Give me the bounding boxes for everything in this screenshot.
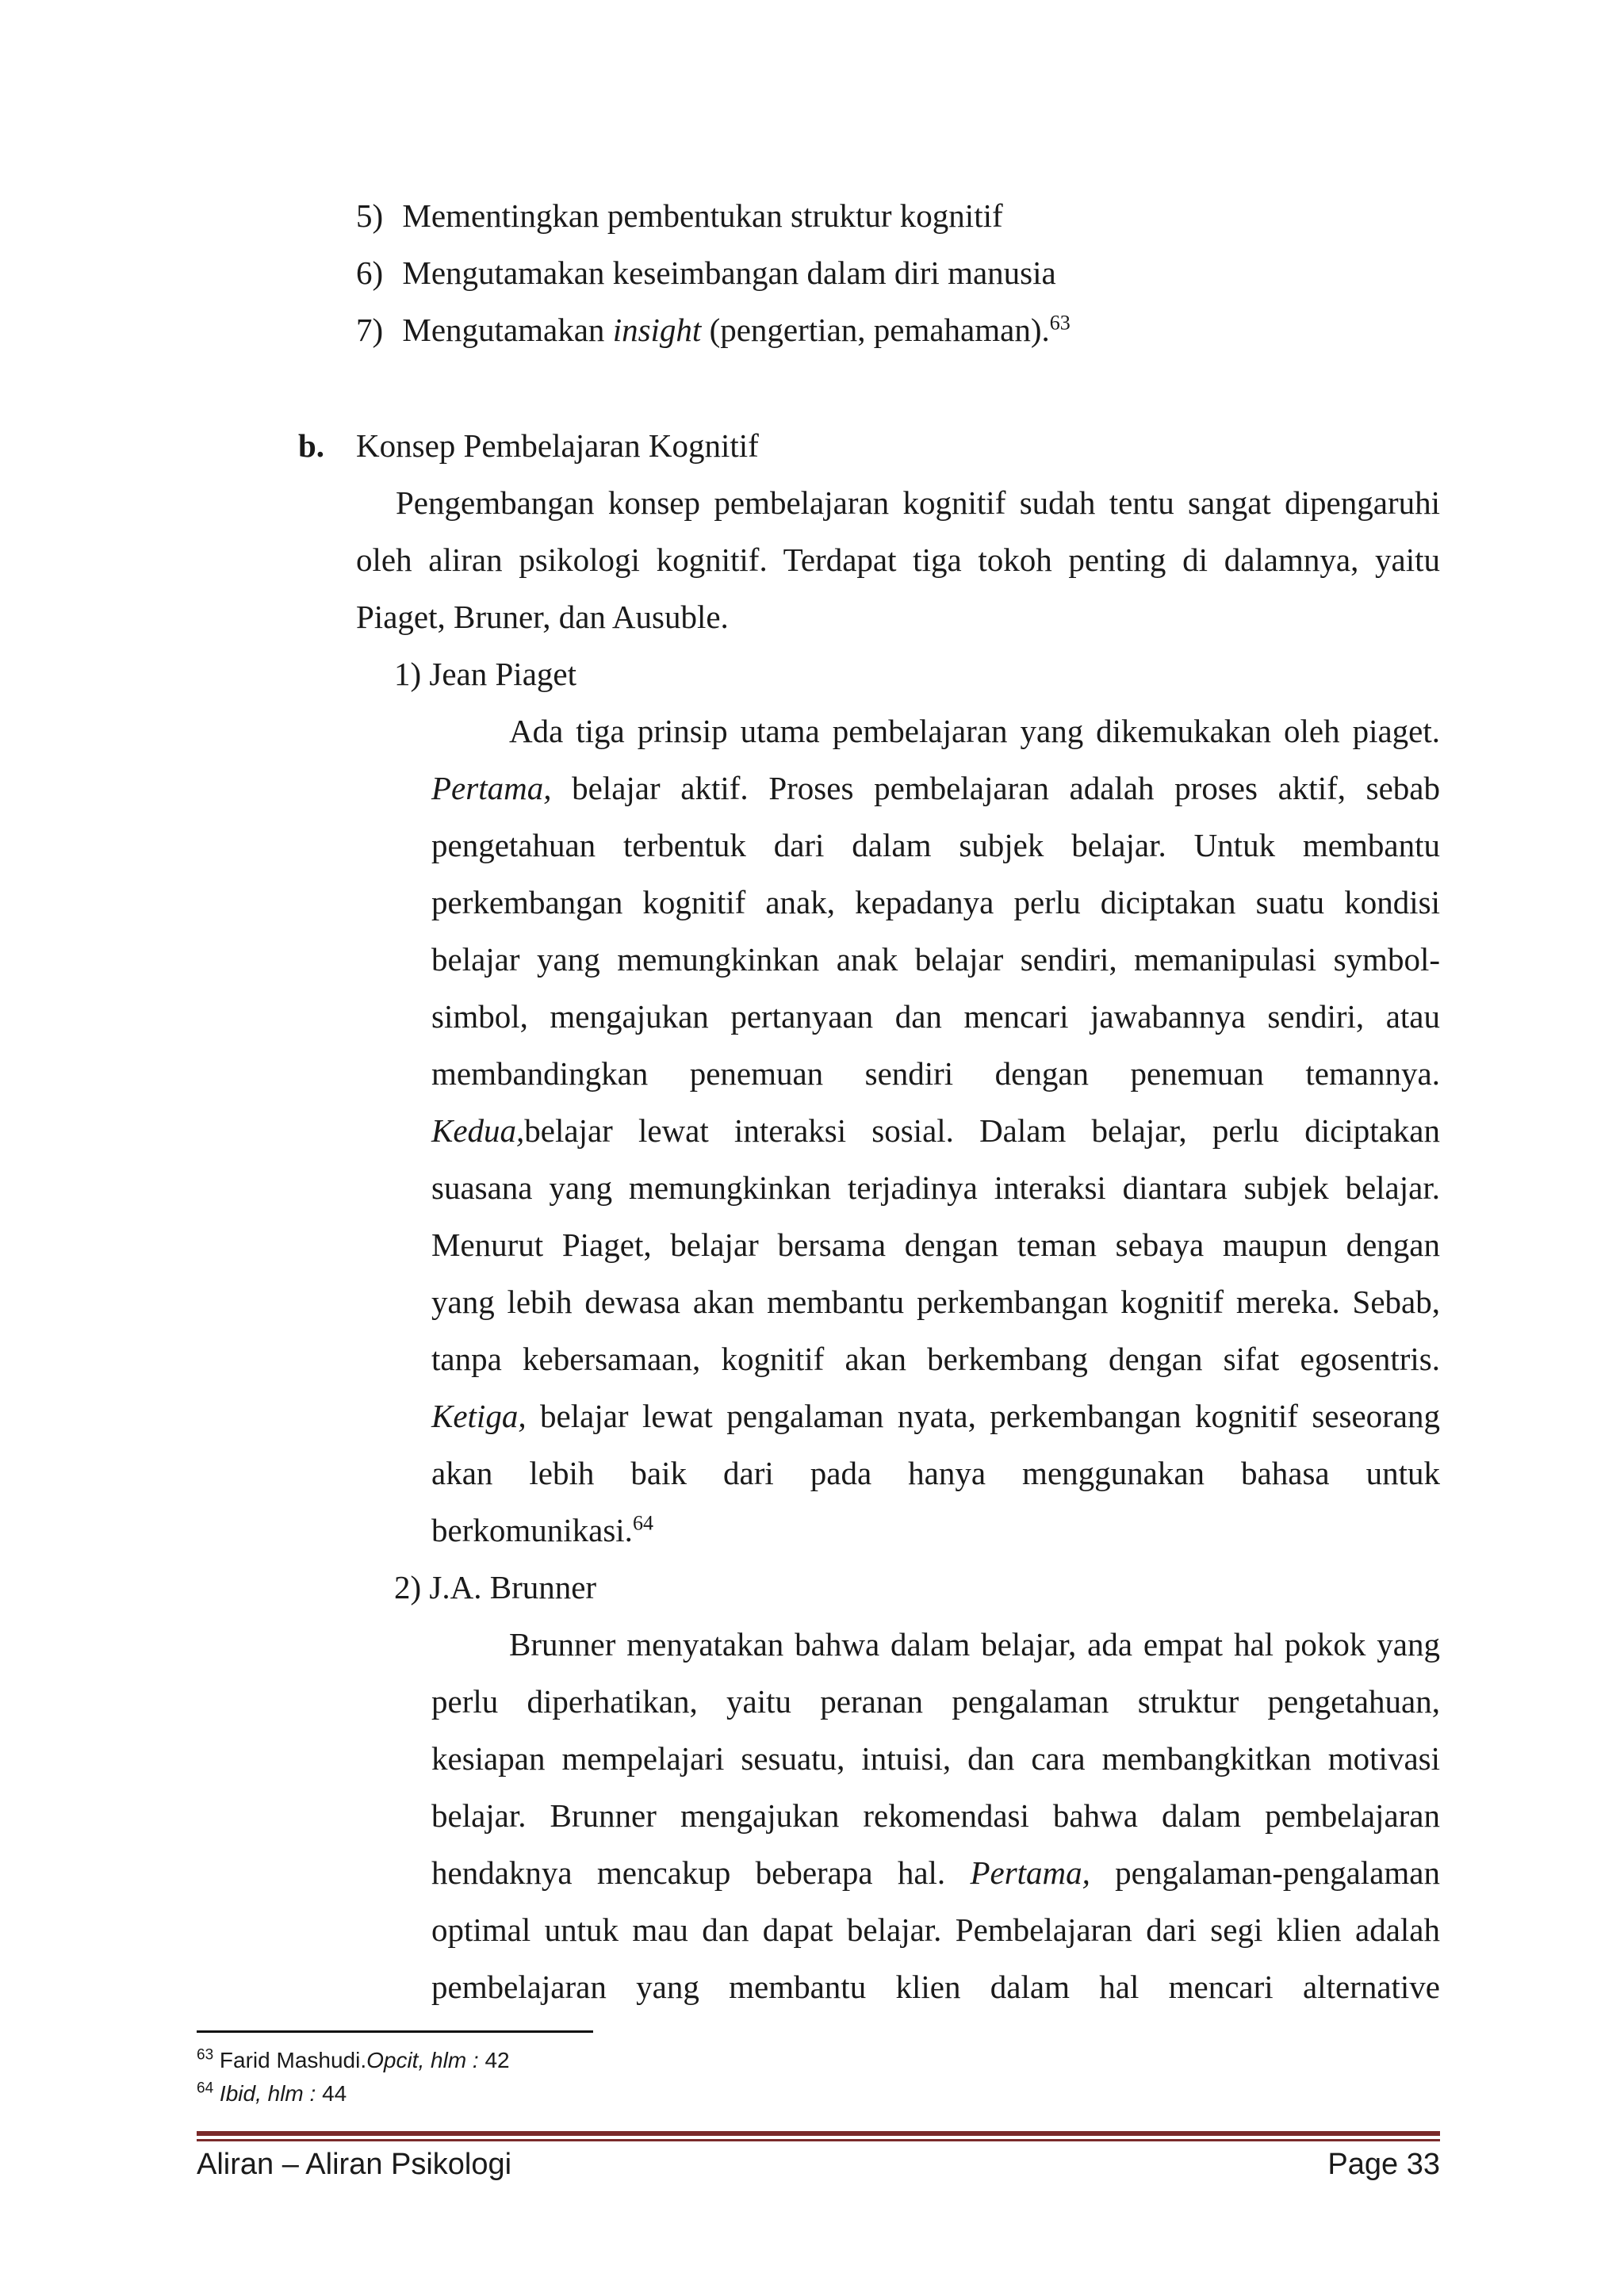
footnote: [197, 2045, 510, 2076]
list-item-text: (pengertian, pemahaman).: [701, 312, 1050, 348]
list-item-text: Mementingkan pembentukan struktur kognitif: [402, 197, 1003, 234]
paragraph-line: optimal untuk mau dan dapat belajar. Pembelajaran dari segi klien adalah: [431, 1911, 1440, 1948]
section-heading: [298, 417, 324, 474]
line-text: berkomunikasi.: [431, 1512, 633, 1548]
paragraph-line: Ada tiga prinsip utama pembelajaran yang dikemukakan oleh piaget.: [509, 713, 1440, 749]
line-text: belajar lewat pengalaman nyata, perkembangan kognitif seseorang: [526, 1398, 1440, 1434]
paragraph-line: Menurut Piaget, belajar bersama dengan teman sebaya maupun dengan: [431, 1226, 1440, 1263]
paragraph-line: [431, 1502, 653, 1559]
list-item: [356, 187, 1003, 244]
paragraph-line: membandingkan penemuan sendiri dengan penemuan temannya.: [431, 1055, 1440, 1092]
line-text: pengalaman-pengalaman: [1090, 1854, 1440, 1891]
section-title-text: Konsep Pembelajaran Kognitif: [356, 427, 759, 464]
paragraph-line: [431, 1102, 1440, 1159]
footnote-text: 44: [322, 2081, 347, 2106]
list-item: [356, 301, 1071, 358]
list-number: 5): [356, 197, 384, 234]
list-number: 6): [356, 254, 384, 291]
footer-title: Aliran – Aliran Psikologi: [197, 2148, 512, 2181]
list-number: 7): [356, 312, 384, 348]
paragraph-line: kesiapan mempelajari sesuatu, intuisi, dan cara membangkitkan motivasi: [431, 1740, 1440, 1777]
paragraph-line: [431, 1844, 1440, 1901]
italic-term: Pertama,: [431, 770, 552, 806]
paragraph-line: Brunner menyatakan bahwa dalam belajar, ada empat hal pokok yang: [509, 1626, 1440, 1663]
footnote-italic-text: Opcit, hlm :: [366, 2048, 485, 2072]
paragraph-line: perlu diperhatikan, yaitu peranan pengalaman struktur pengetahuan,: [431, 1683, 1440, 1720]
subsection-heading: 1) Jean Piaget: [394, 656, 576, 692]
footnote-text: 42: [485, 2048, 510, 2072]
paragraph-line: yang lebih dewasa akan membantu perkembangan kognitif mereka. Sebab,: [431, 1284, 1440, 1320]
footer-rule: [197, 2131, 1440, 2136]
subsection-heading: 2) J.A. Brunner: [394, 1569, 597, 1605]
section-marker: b.: [298, 427, 325, 464]
footnote-number: 63: [197, 2046, 214, 2064]
paragraph-line: perkembangan kognitif anak, kepadanya perlu diciptakan suatu kondisi: [431, 884, 1440, 920]
paragraph-line: belajar yang memungkinkan anak belajar sendiri, memanipulasi symbol-: [431, 941, 1440, 978]
line-text: hendaknya mencakup beberapa hal.: [431, 1854, 971, 1891]
footnote-marker: 64: [632, 1511, 653, 1535]
list-item-text: Mengutamakan: [402, 312, 613, 348]
footnote-number: 64: [197, 2080, 214, 2097]
section-title: [356, 417, 759, 474]
paragraph-line: [431, 1387, 1440, 1445]
footnote-marker: 63: [1049, 311, 1071, 335]
paragraph-line: tanpa kebersamaan, kognitif akan berkembang dengan sifat egosentris.: [431, 1341, 1440, 1377]
paragraph-line: suasana yang memungkinkan terjadinya interaksi diantara subjek belajar.: [431, 1169, 1440, 1206]
footnote-italic-text: Ibid, hlm :: [219, 2081, 323, 2106]
footnote-separator: [197, 2030, 593, 2033]
paragraph-line: simbol, mengajukan pertanyaan dan mencari jawabannya sendiri, atau: [431, 998, 1440, 1035]
list-item-text: Mengutamakan keseimbangan dalam diri manusia: [402, 254, 1056, 291]
paragraph-line: pembelajaran yang membantu klien dalam hal mencari alternative: [431, 1969, 1440, 2005]
paragraph-line: Piaget, Bruner, dan Ausuble.: [356, 599, 729, 635]
paragraph-line: akan lebih baik dari pada hanya menggunakan bahasa untuk: [431, 1455, 1440, 1491]
list-item-italic-text: insight: [612, 312, 702, 348]
italic-term: Kedua,: [431, 1112, 525, 1149]
italic-term: Ketiga,: [431, 1398, 527, 1434]
list-item: [356, 244, 1056, 301]
paragraph-line: belajar. Brunner mengajukan rekomendasi bahwa dalam pembelajaran: [431, 1797, 1440, 1834]
line-text: belajar aktif. Proses pembelajaran adalah proses aktif, sebab: [551, 770, 1440, 806]
page-number: Page 33: [1327, 2148, 1440, 2181]
footnote: [197, 2078, 347, 2110]
italic-term: Pertama,: [970, 1854, 1090, 1891]
paragraph-line: pengetahuan terbentuk dari dalam subjek belajar. Untuk membantu: [431, 827, 1440, 863]
paragraph-line: [431, 760, 1440, 817]
paragraph-line: oleh aliran psikologi kognitif. Terdapat tiga tokoh penting di dalamnya, yaitu: [356, 541, 1440, 578]
footnote-text: Farid Mashudi.: [219, 2048, 367, 2072]
paragraph-line: Pengembangan konsep pembelajaran kognitif sudah tentu sangat dipengaruhi: [396, 484, 1440, 521]
line-text: belajar lewat interaksi sosial. Dalam belajar, perlu diciptakan: [524, 1112, 1440, 1149]
